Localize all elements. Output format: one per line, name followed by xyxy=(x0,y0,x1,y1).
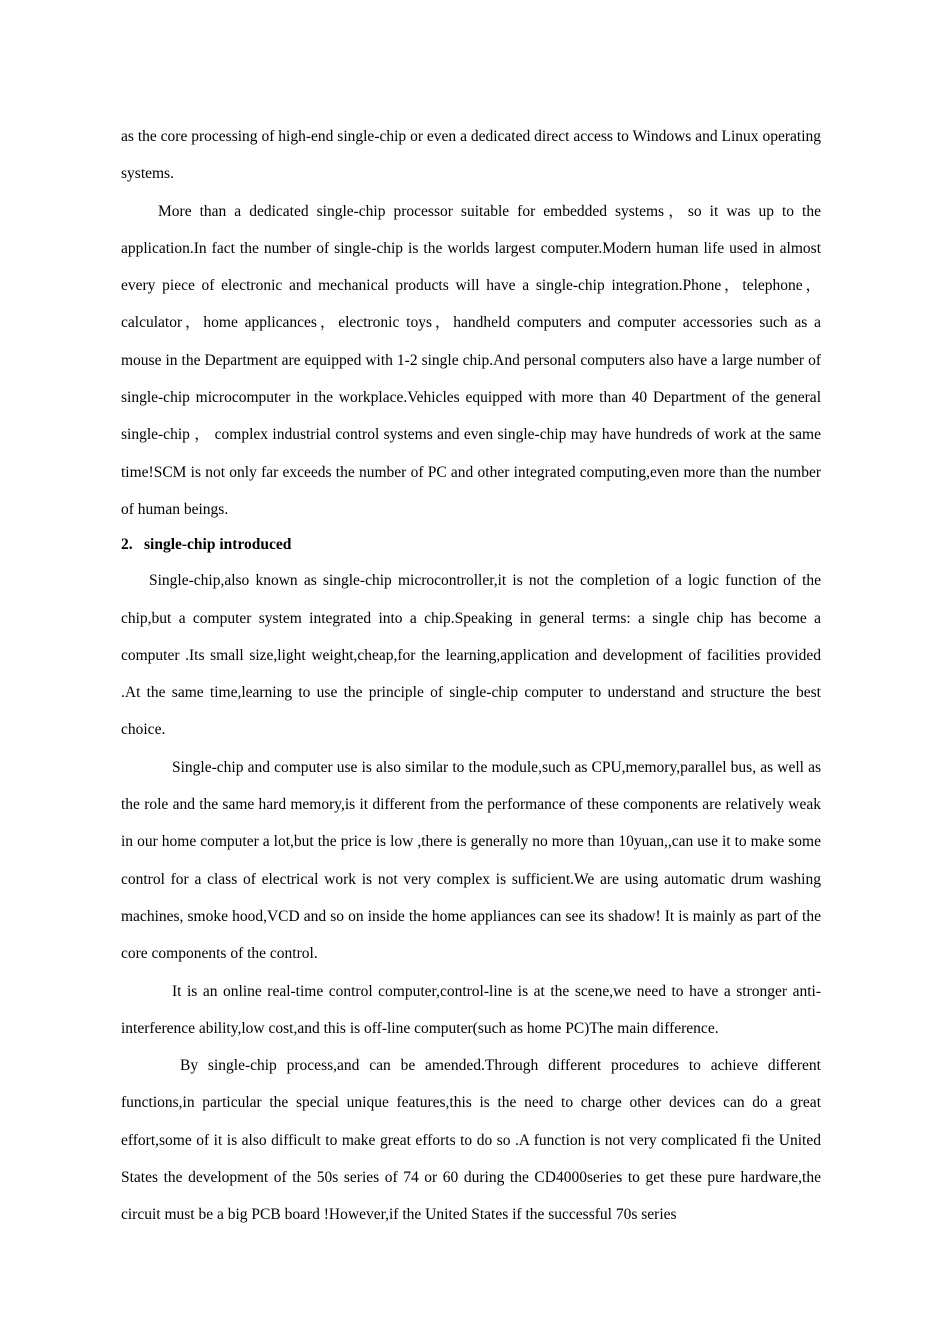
section-title: single-chip introduced xyxy=(144,536,292,554)
section-heading xyxy=(121,528,821,562)
section-number: 2. xyxy=(121,536,133,554)
paragraph-embedded-systems: More than a dedicated single-chip processor suitable for embedded systems，so it was up to the application.In fact the number of single-chip is the worlds largest computer.Modern human life used in almost every piece of electronic and mechanical products will have a single-chip integration.Phone，telephone，calculator，home applicances，electronic toys，handheld computers and computer accessories such as a mouse in the Department are equipped with 1-2 single chip.And personal computers also have a large number of single-chip microcomputer in the workplace.Vehicles equipped with more than 40 Department of the general single-chip ， complex industrial control systems and even single-chip may have hundreds of work at the same time!SCM is not only far exceeds the number of PC and other integrated computing,even more than the number of human beings. xyxy=(121,202,821,518)
paragraph-online-control: It is an online real-time control computer,control-line is at the scene,we need to have a stronger anti-interference ability,low cost,and this is off-line computer(such as home PC)The main difference. xyxy=(121,982,821,1037)
paragraph-continued: as the core processing of high-end single-chip or even a dedicated direct access to Windows and Linux operating systems. xyxy=(121,128,821,183)
paragraph-single-chip-definition: Single-chip,also known as single-chip microcontroller,it is not the completion of a logic function of the chip,but a computer system integrated into a chip.Speaking in general terms: a single chip has become a computer .Its small size,light weight,cheap,for the learning,application and development of facilities provided .At the same time,learning to use the principle of single-chip computer to understand and structure the best choice. xyxy=(121,572,821,739)
document-page xyxy=(121,118,821,1234)
paragraph-computer-similarity: Single-chip and computer use is also similar to the module,such as CPU,memory,parallel bus, as well as the role and the same hard memory,is it different from the performance of these components are relatively weak in our home computer a lot,but the price is low ,there is generally no more than 10yuan,,can use it to make some control for a class of electrical work is not very complex is sufficient.We are using automatic drum washing machines, smoke hood,VCD and so on inside the home appliances can see its shadow! It is mainly as part of the core components of the control. xyxy=(121,758,821,963)
paragraph-process-amended: By single-chip process,and can be amended.Through different procedures to achieve different functions,in particular the special unique features,this is the need to charge other devices can do a great effort,some of it is also difficult to make great efforts to do so .A function is not very complicated fi the United States the development of the 50s series of 74 or 60 during the CD4000series to get these pure hardware,the circuit must be a big PCB board !However,if the United States if the successful 70s series xyxy=(121,1057,821,1224)
